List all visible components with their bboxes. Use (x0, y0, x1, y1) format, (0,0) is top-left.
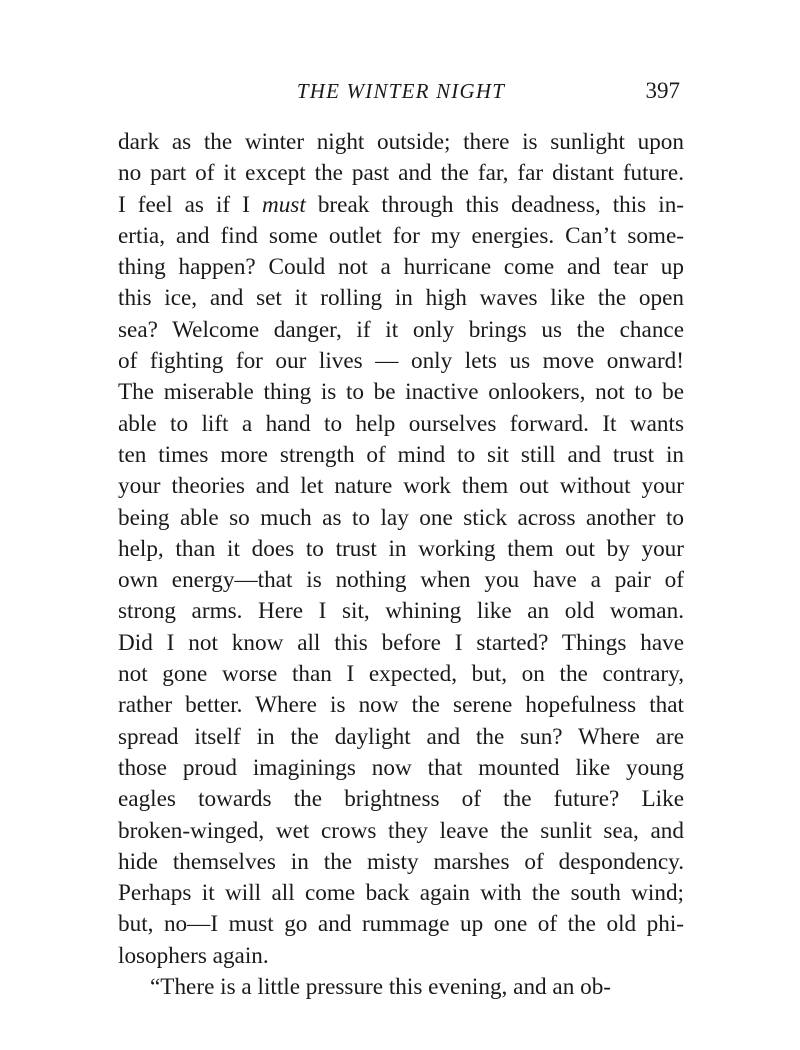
text-line: of fighting for our lives — only lets us move onward! (118, 348, 684, 375)
text-line: sea? Welcome danger, if it only brings us the chance (118, 316, 684, 343)
text-line: thing happen? Could not a hurricane come and tear up (118, 254, 684, 281)
text-run: break through this deadness, this in- (305, 191, 684, 218)
text-line: dark as the winter night outside; there is sunlight upon (118, 129, 684, 155)
text-line: Perhaps it will all come back again with the south wind; (118, 880, 684, 907)
running-head (118, 76, 684, 106)
text-line: no part of it except the past and the far, far distant future. (118, 160, 684, 187)
text-line: ertia, and find some outlet for my energies. Can’t some- (118, 222, 684, 249)
text-line: The miserable thing is to be inactive onlookers, not to be (118, 379, 684, 406)
text-line: help, than it does to trust in working them out by your (118, 535, 684, 562)
text-line: those proud imaginings now that mounted like young (118, 754, 684, 781)
body-text (118, 127, 684, 1003)
text-line: ten times more strength of mind to sit still and trust in (118, 441, 684, 468)
text-line (118, 190, 684, 221)
text-line: this ice, and set it rolling in high waves like the open (118, 285, 684, 312)
text-line: rather better. Where is now the serene hopefulness that (118, 692, 684, 719)
text-run: I feel as if I (118, 191, 262, 218)
text-line: but, no—I must go and rummage up one of the old phi- (118, 911, 684, 938)
text-line: Did I not know all this before I started? Things have (118, 629, 684, 656)
text-line: own energy—that is nothing when you have a pair of (118, 567, 684, 594)
text-line: broken-winged, wet crows they leave the sunlit sea, and (118, 817, 684, 844)
text-line: your theories and let nature work them out without your (118, 473, 684, 500)
text-line: hide themselves in the misty marshes of despondency. (118, 848, 684, 875)
running-title: THE WINTER NIGHT (296, 79, 506, 103)
text-line: being able so much as to lay one stick across another to (118, 504, 684, 531)
text-line: strong arms. Here I sit, whining like an old woman. (118, 598, 684, 625)
text-line: eagles towards the brightness of the future? Like (118, 786, 684, 813)
emphasized-word: must (261, 191, 306, 218)
page-number: 397 (645, 78, 680, 103)
text-line: not gone worse than I expected, but, on the contrary, (118, 661, 684, 688)
text-line: spread itself in the daylight and the sun? Where are (118, 723, 684, 750)
text-line: losophers again. (118, 942, 269, 969)
text-line: able to lift a hand to help ourselves forward. It wants (118, 410, 684, 437)
text-line: “There is a little pressure this evening, and an ob- (150, 974, 612, 1001)
